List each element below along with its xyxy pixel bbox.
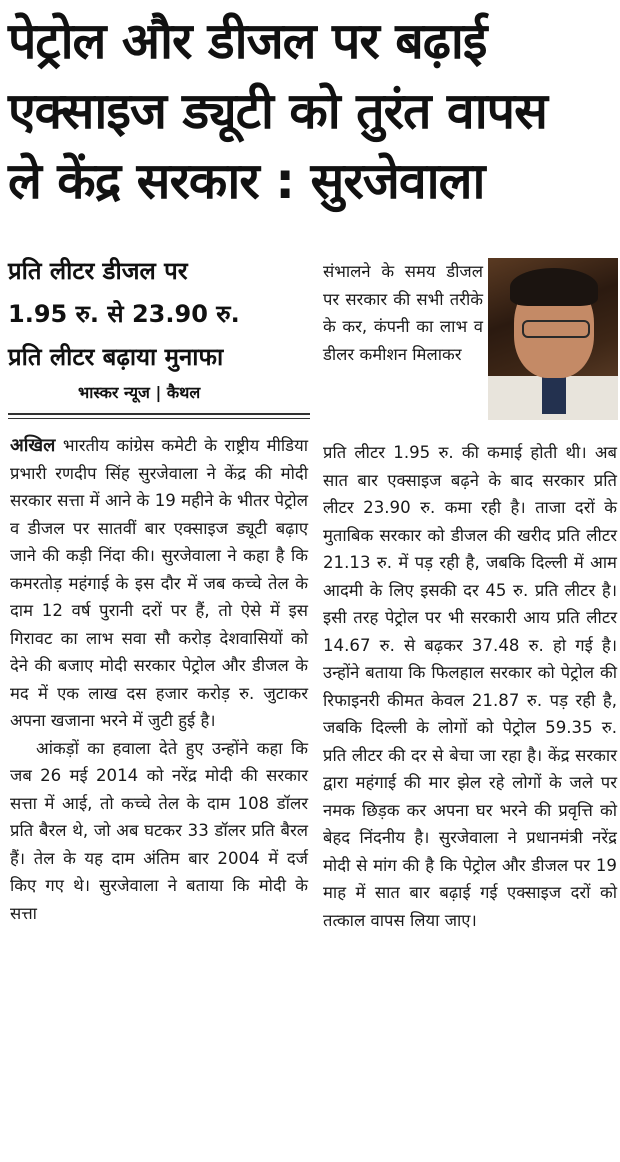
paragraph-1: [10, 432, 308, 735]
article-right-column-top: संभालने के समय डीजल पर सरकार की सभी तरीके के कर, कंपनी का लाभ व डीलर कमीशन मिलाकर: [323, 262, 483, 364]
article-left-column: [10, 432, 308, 927]
paragraph-1-text: भारतीय कांग्रेस कमेटी के राष्ट्रीय मीडिया प्रभारी रणदीप सिंह सुरजेवाला ने केंद्र की मोदी सरकार सत्ता में आने के 19 महीने के भीतर पेट्रोल व डीजल पर सातवीं बार एक्साइज ड्यूटी बढ़ाए जाने की कड़ी निंदा की। सुरजेवाला ने कहा है कि कमरतोड़ महंगाई के इस दौर में जब कच्चे तेल के दाम 12 वर्ष पुरानी दरों पर हैं, तो ऐसे में इस गिरावट का लाभ सवा सौ करोड़ देशवासियों को देने की बजाए मोदी सरकार पेट्रोल और डीजल के मद में एक लाख दस हजार करोड़ रु. जुटाकर अपना खजाना भरने में जुटी हुई है।: [10, 436, 308, 730]
headline-line-3: ले केंद्र सरकार : सुरजेवाला: [8, 152, 485, 210]
byline: भास्कर न्यूज | कैथल: [78, 383, 201, 402]
surjewala-photo: [488, 258, 618, 420]
headline: [8, 6, 614, 216]
subheadline: [8, 250, 308, 379]
lead-word: अखिल: [10, 435, 56, 456]
article-right-column: प्रति लीटर 1.95 रु. की कमाई होती थी। अब सात बार एक्साइज बढ़ने के बाद सरकार प्रति लीटर 23.90 रु. कमा रही है। ताजा दरों के मुताबिक सरकार को डीजल की खरीद प्रति लीटर 21.13 रु. में पड़ रही है, जबकि दिल्ली में आम आदमी के लिए इसकी दर 45 रु. प्रति लीटर है। इसी तरह पेट्रोल पर भी सरकारी आय प्रति लीटर 14.67 रु. से बढ़कर 37.48 रु. हो गई है। उन्होंने बताया कि फिलहाल सरकार को पेट्रोल की रिफाइनरी कीमत केवल 21.87 रु. पड़ रही है, जबकि दिल्ली के लोगों को पेट्रोल 59.35 रु. प्रति लीटर की दर से बेचा जा रहा है। केंद्र सरकार द्वारा महंगाई की मार झेल रहे लोगों के जले पर नमक छिड़क कर अपना घर भरने की प्रवृत्ति को बेहद निंदनीय है। सुरजेवाला ने प्रधानमंत्री नरेंद्र मोदी से मांग की है कि पेट्रोल और डीजल पर 19 माह में सात बार बढ़ाई गई एक्साइज दरों को तत्काल वापस लिया जाए।: [323, 443, 617, 930]
subheadline-line-1: प्रति लीटर डीजल पर: [8, 257, 188, 285]
divider-rule: [8, 413, 310, 415]
divider-rule-thin: [8, 418, 310, 419]
paragraph-2: आंकड़ों का हवाला देते हुए उन्होंने कहा कि जब 26 मई 2014 को नरेंद्र मोदी की सरकार सत्ता में आई, तो कच्चे तेल के दाम 108 डॉलर प्रति बैरल थे, जो अब घटकर 33 डॉलर प्रति बैरल हैं। तेल के यह दाम अंतिम बार 2004 में दर्ज किए गए थे। सुरजेवाला ने बताया कि मोदी के सत्ता: [10, 738, 308, 923]
subheadline-line-2: 1.95 रु. से 23.90 रु.: [8, 300, 240, 328]
headline-line-2: एक्साइज ड्यूटी को तुरंत वापस: [8, 82, 547, 140]
headline-line-1: पेट्रोल और डीजल पर बढ़ाई: [8, 12, 487, 70]
glasses-shape: [522, 320, 590, 338]
subheadline-line-3: प्रति लीटर बढ़ाया मुनाफा: [8, 343, 224, 371]
